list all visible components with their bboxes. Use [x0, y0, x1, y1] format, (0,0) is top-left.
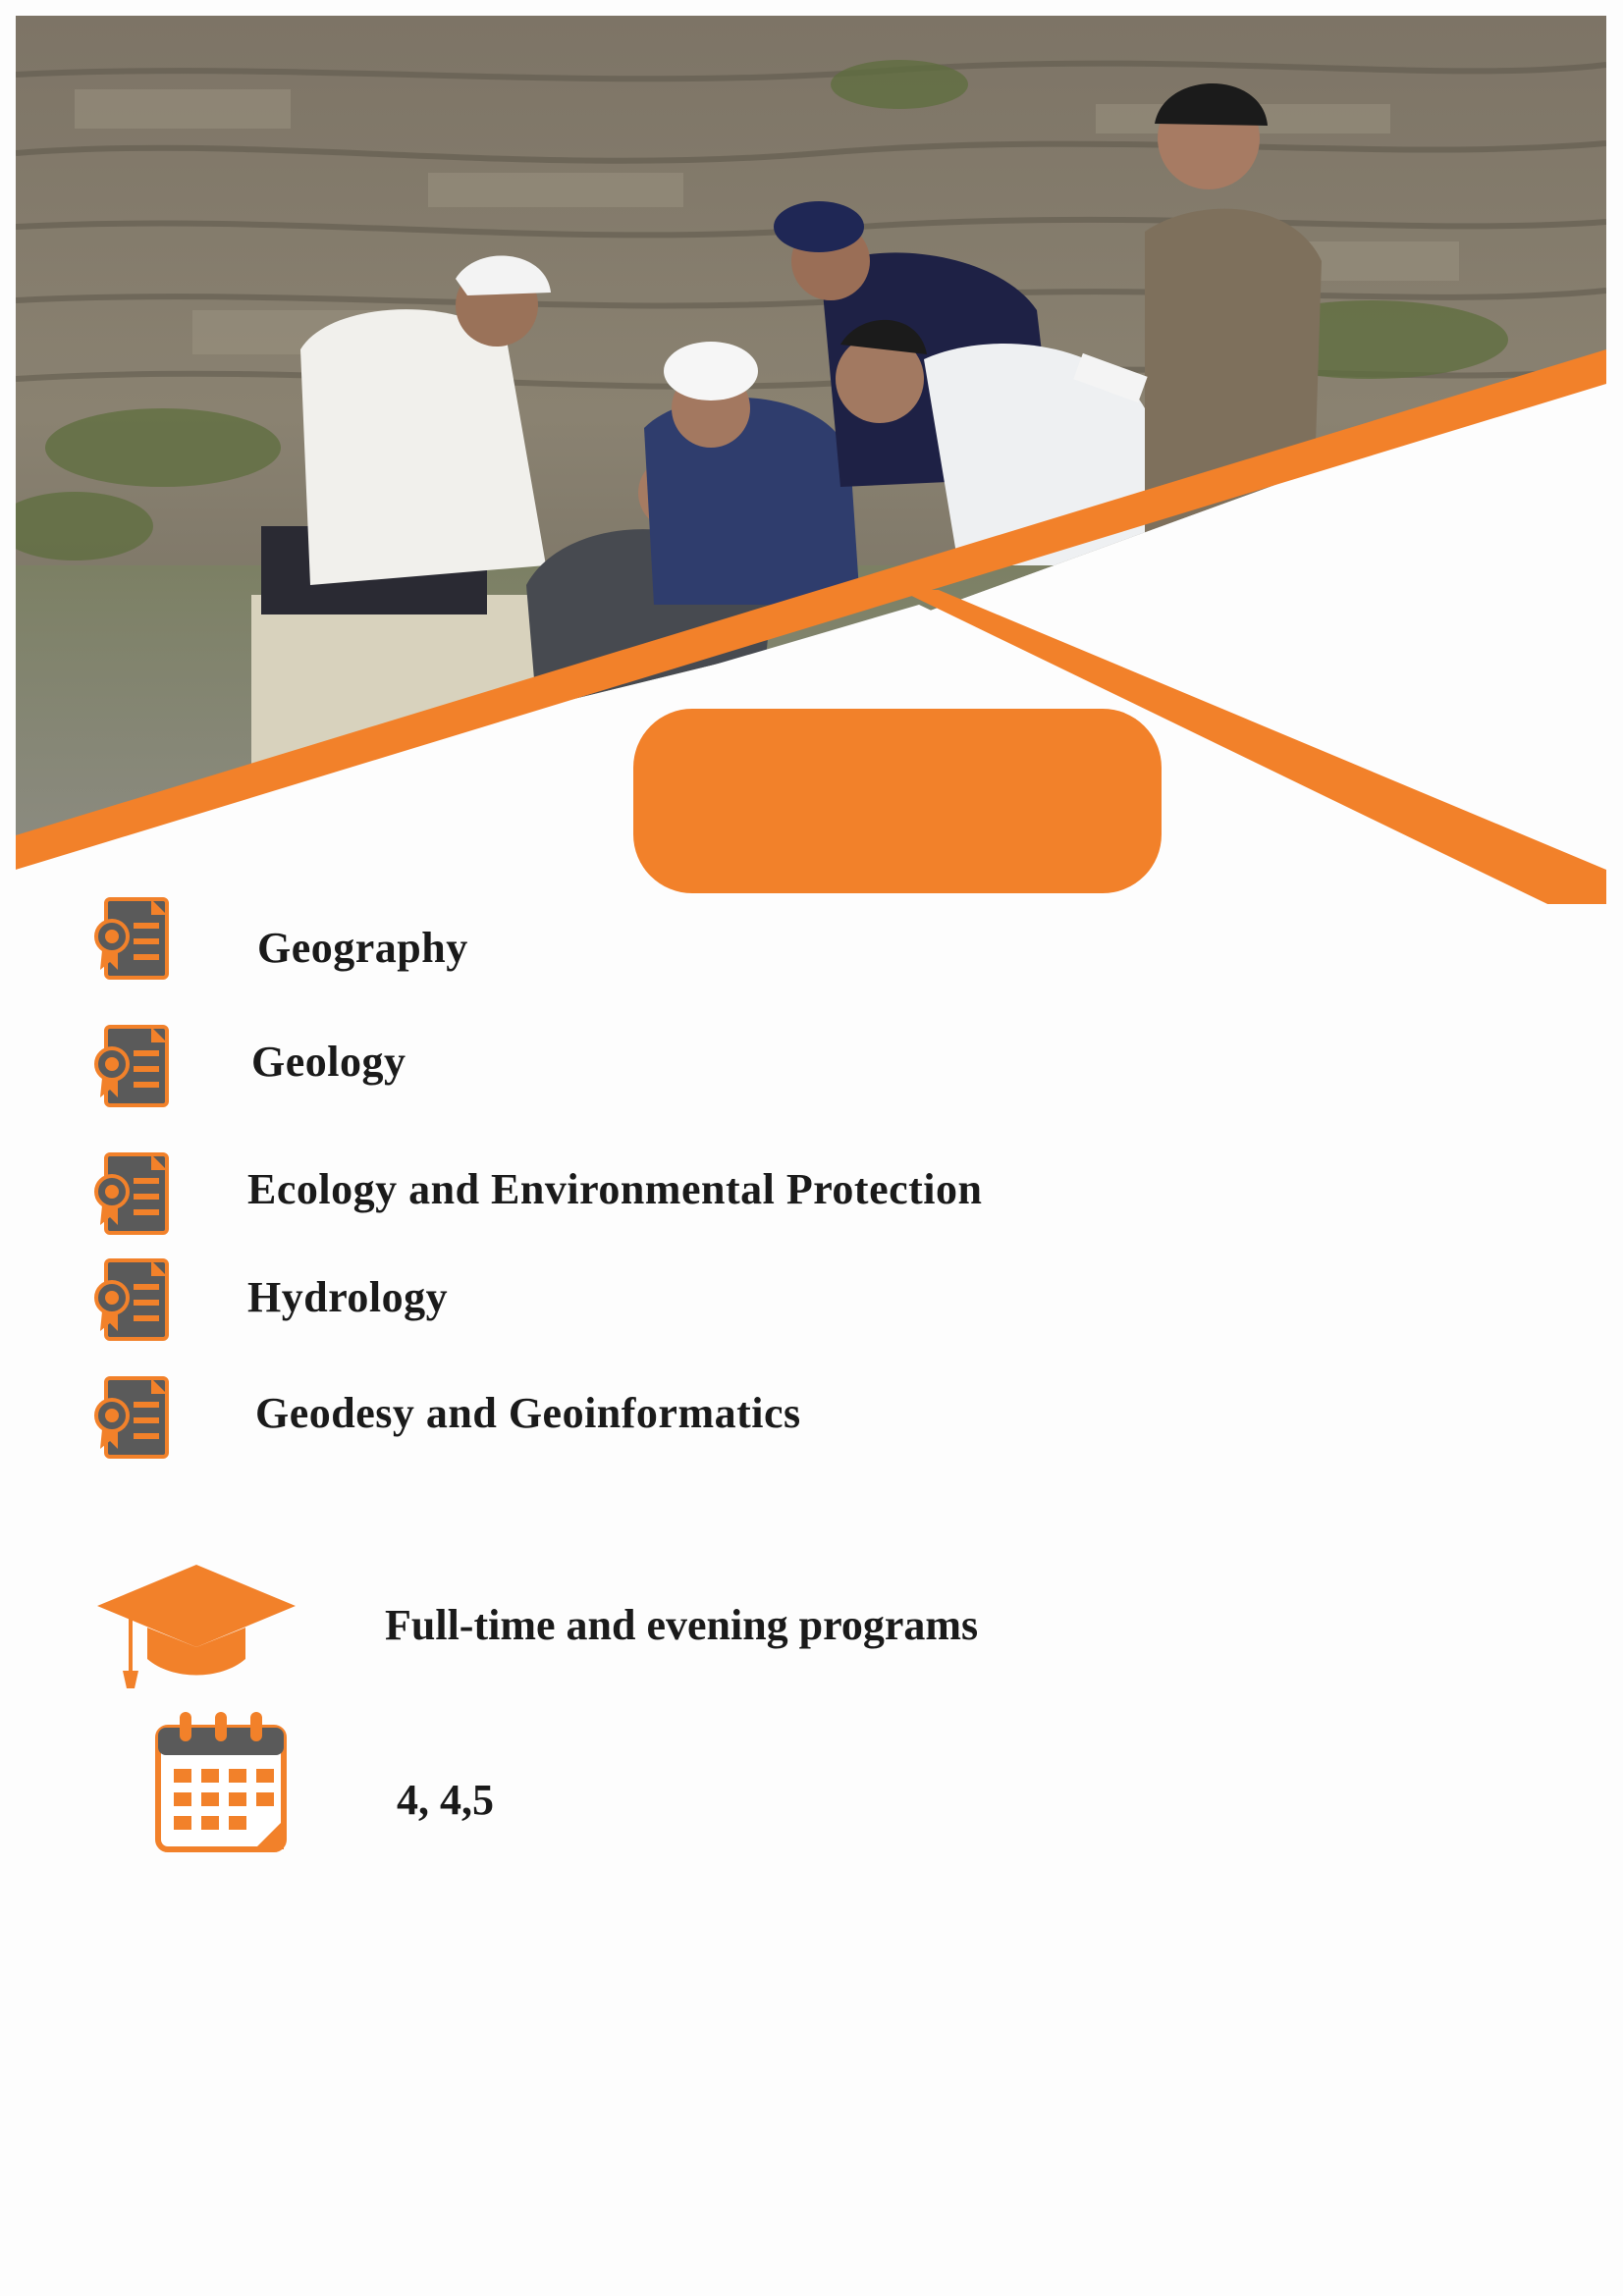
certificate-document-icon	[90, 893, 179, 984]
graduation-cap-icon	[93, 1561, 299, 1688]
program-label-hydrology: Hydrology	[247, 1273, 449, 1321]
list-item	[90, 893, 179, 984]
program-label-geology: Geology	[251, 1038, 406, 1086]
certificate-document-icon	[90, 1021, 179, 1111]
certificate-document-icon	[90, 1255, 179, 1345]
program-label-geography: Geography	[257, 924, 468, 972]
certificate-document-icon	[90, 1148, 179, 1239]
study-form-label: Full-time and evening programs	[385, 1601, 979, 1649]
program-label-ecology: Ecology and Environmental Protection	[247, 1165, 983, 1213]
duration-label: 4, 4,5	[397, 1776, 494, 1824]
list-item	[90, 1372, 179, 1463]
list-item	[90, 1148, 179, 1239]
list-item	[90, 1021, 179, 1111]
duration-row	[152, 1708, 290, 1855]
study-form-row	[93, 1561, 299, 1688]
program-label-geodesy: Geodesy and Geoinformatics	[255, 1389, 801, 1437]
calendar-icon	[152, 1708, 290, 1855]
certificate-document-icon	[90, 1372, 179, 1463]
list-item	[90, 1255, 179, 1345]
